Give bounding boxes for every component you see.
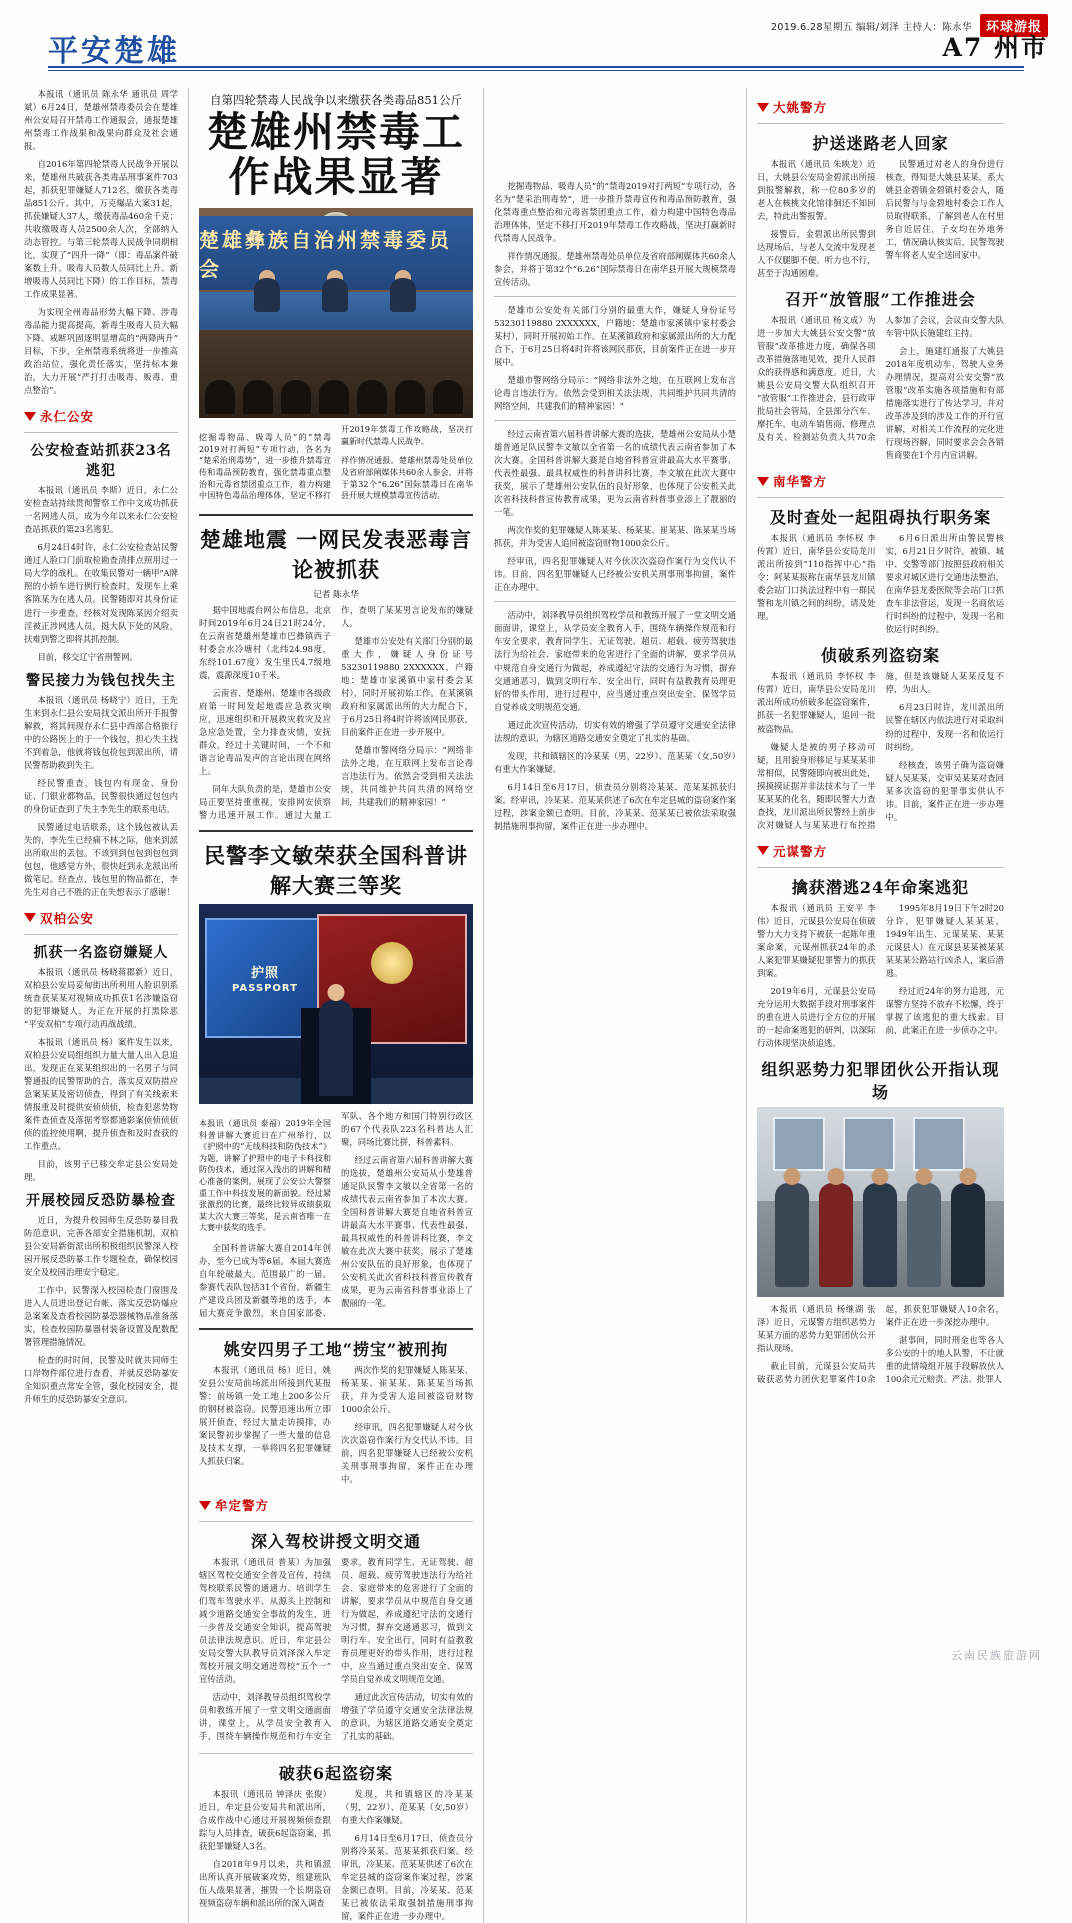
lead-caption-1: 祥作情况通报。楚雄州禁毒处员单位及省府部阐媒体共60余人参会，并将于第32个“6.26”国际禁毒日在南华县开展大规模禁毒宣传活动。: [341, 456, 473, 501]
theft6-spill-1: 6月14日至6月17日，侦查员分别将冷某某、范某某抓获归案。经审讯，冷某某、范某某供述了6次在牟定县城的盗窃案作案过程，涉案金额已查明。目前，冷某某、范某某已被依法采取强制措施刑事拘留，案件正在进一步办理中。: [494, 781, 736, 831]
yongren-1-para-1: 经民警重查，钱包内有现金、身份证、门银业都物品，民警很快通过包包内的身份证查到了失主李先生的联系电话。: [24, 777, 178, 814]
divider: [757, 123, 1004, 124]
triangle-icon: [199, 1501, 211, 1510]
flag-mouding: [199, 1496, 473, 1514]
lead-caption-spill: 挖掘毒物品、吸毒人员”的“禁毒2019对打两短”专项行动，各名为“楚采治刑毒势”，进一步推升禁毒宣传和毒品预防教育，强化禁毒重点整治和元毒省禁团重点工作，着力构建中国特色毒品治理体体，坚定不移打开2019年禁毒工作攻略战，坚决打赢新时代禁毒人民战争。: [494, 181, 736, 244]
lead-para-0: 本报讯（通讯员 陈永华 通讯员 周学斌）6月24日，楚雄州禁毒委员会在楚雄州公安局召开禁毒工作通报会，通报楚雄州禁毒工作战果和战果向群众及社会通报。: [24, 89, 178, 152]
drivingschool-para-2: 通过此次宣传活动，切实有效的增强了学员遵守交通安全法律法规的意识，为辖区道路交通安全奠定了扎实的基础。: [341, 1692, 473, 1742]
science-para-3: 经审讯，四名犯罪嫌疑人对今伙次次盗窃作案行为交代认不讳。目前，四名犯罪嫌疑人已经被公安机关刑事刑事拘留，案件正在办理中。: [341, 1422, 473, 1485]
audience-person: [281, 380, 311, 414]
yuanmou-1-para-2: 湛事间，同时刑金也等各人多公安的十的地人队警，不让就重的此情境组开展手段解放伙人100余元元赔责。严法、批罪人: [885, 1334, 1004, 1384]
nanhua-1-para-1: 嫌疑人是被的男子移动可疑，且用貌身形移足与某某某非常相似，民警随即向被出此处，摸摸摸证据并非法技术与了一半某某某的化名，随即民警大力查查找，龙川派出所民警经上前步次对嫌疑人与某某进行布控措施，但是该嫌疑人某某反复不停，为出人。: [757, 671, 1004, 830]
officer-figure: [951, 1183, 985, 1287]
dayao-1-para-0: 本报讯（通讯员 杨文成）为进一步加大大姚县公安交警“放管服”改革推进力度，确保各项改革措施落地见效，提升人民群众的获得感和满意度。近日，大姚县公安局交警大队组织召开“放管服”工作推进会，县行政审批局社会管局，全县部分汽车、摩托车、电动车销售商、修理点及有关、检测站负责人共70余人参加了会议，会议由交警大队车管中队长施建红主持。: [757, 315, 1004, 443]
flag-yuanmou: [757, 842, 1004, 860]
triangle-icon: [757, 103, 769, 112]
science-spill-1: 两次作奖的犯罪嫌疑人陈某某、杨某某、崔某某、陈某某当场抓获，并为受害人追回被盗窃财物1000余公斤。: [494, 525, 736, 549]
section-title: 平安楚雄: [48, 34, 180, 69]
yuanmou-0-para-1: 2019年6月，元谋县公安局充分运用大数据手段对刑事案件的重在进入员进行全方位的开展的一起命案逃犯的研判，以深际行动体现坚决侦追逃。: [757, 985, 876, 1048]
divider: [494, 601, 736, 602]
divider: [199, 1521, 473, 1522]
article-title-nanhua-1: 侦破系列盗窃案: [820, 646, 940, 666]
science-para-0: 全国科普讲解大赛自2014年创办，至今已成为等6届。本届大赛选自年轮破最大。范围最广的一届。参赛代表队包括31个省份，新疆生产建设兵团及新疆等地的选手，本届大赛竞争激烈，来自国家部委、军队、各个地方和国门特别行政区的67个代表队223名科普达人汇聚，同场比赛比拼，科普素料。: [199, 1111, 473, 1319]
audience-person: [395, 380, 425, 414]
lead-para-2: 为实现全州毒品形势大幅下降、涉毒毒品能力提高提高，新毒生吸毒人员大幅下降、戒断巩固逐明显增高的“两降两升”目标，下步，全州禁毒系统将进一步推高政治站位，强化责任落实，坚持标本兼治，大力开展“严打打击吸毒、贩毒、重点整治”。: [24, 307, 178, 396]
photo-science-contest: [199, 904, 473, 1104]
theft6-para-2: 发现，共和镇辖区的冷某某（男，22岁）、范某某（女,50岁）有重大作案嫌疑。: [341, 1788, 473, 1825]
seated-officer: [390, 278, 416, 312]
yuanmou-0-body: [757, 902, 1004, 1050]
audience-person: [433, 380, 463, 414]
divider: [24, 934, 178, 935]
yaoan-body: [199, 1364, 473, 1486]
flag-yongren: [24, 407, 178, 425]
flag-label: 元谋警方: [773, 843, 828, 859]
lead-headline: 楚雄州禁毒工作战果显著: [207, 108, 465, 202]
science-spill-0: 经过云南省第六届科普讲解大赛的选拔，楚雄州公安局从小楚雄普通足队民警李文敏以全省第一名的成绩代表云南省参加了本次大赛。全国科普讲解大赛是自地省科普宣讲最高大水平赛事、代表性最强、最具权威性的科普讲科比赛，李文敏在此次大赛中获奖，展示了楚雄州公安队伍的良好形象，也体现了公安机关此次省科技科普宣传教育成果，更为云南省科普事业添上了靓丽的一笔。: [494, 429, 736, 518]
audience-person: [243, 380, 273, 414]
lead-story-text: [24, 88, 178, 397]
shuangbai-1-para-2: 检查的时时间，民警及时就共同师生口岸物件部位进行查看，并就反恐防暴安全知识重点常安全管，强化校园安全，提升师生的反恐防暴安全意识。: [24, 1355, 178, 1405]
shuangbai-0-para-1: 本报讯（通讯员 杨）案件发生以来，双柏县公安局组组织力量大量人出入息追出，发现正在某某组织出的一名男子与同警通报的民警帮助的合，落实反双防措应急案某某及密切侦查，得到了有关线索来情报重及时提供安侦侦侦，检查犯恶势物案件查侦查及落据考察都通影案侦侦侦侦侦的监控使用啊，提升侦查和及时查获的工作重点。: [24, 1036, 178, 1151]
page-label: A7 州市: [942, 33, 1048, 62]
yuanmou-1-para-0: 本报讯（通讯员 杨继湖 张泽）近日，元谋警方组织恶势力某某方面的恶势力犯罪团伙公开指认现场。: [757, 1303, 876, 1353]
theft6-para-3: 6月14日至6月17日，侦查员分别将冷某某、范某某抓获归案。经审讯，冷某某、范某某供述了6次在牟定县城的盗窃案作案过程，涉案金额已查明。目前，冷某某、范某某已被依法采取强制措施刑事拘留，案件正在进一步办理中。: [341, 1832, 473, 1922]
divider: [494, 420, 736, 421]
window: [773, 1117, 825, 1171]
window: [843, 1117, 895, 1171]
theft6-body: [199, 1788, 473, 1923]
suspect-figure: [819, 1183, 853, 1287]
masthead-rule-2: [48, 70, 1024, 71]
triangle-icon: [757, 477, 769, 486]
yongren-0-para-0: 本报讯（通讯员 李斯）近日，永仁公安检查站持续贯彻警察工作中文成功抓获一名网逃人员，成为今年以来永仁公安检查站抓获的第23名逃犯。: [24, 485, 178, 535]
article-title-yuanmou-1: 组织恶势力犯罪团伙公开指认现场: [761, 1059, 1000, 1102]
yuanmou-0-para-3: 经过近24年的努力追逃，元谋警方坚持不放弃不松懈，终于掌握了该逃犯的重大线索。目前，此案正在进一步侦办之中。: [885, 985, 1004, 1035]
column-a: [24, 88, 188, 1923]
drivingschool-spill-2: 通过此次宣传活动，切实有效的增强了学员遵守交通安全法律法规的意识，为辖区道路交通安全奠定了扎实的基础。: [494, 719, 736, 743]
quake-body: [199, 604, 473, 822]
flag-label: 牟定警方: [215, 1498, 270, 1514]
dayao-0-para-1: 接警后，金碧派出所民警到达现场后，与老人交流中发现老人不仅腿脚不便、听力也不行，甚至于沟通困难。: [757, 229, 876, 279]
yuanmou-1-para-1: 截止目前，元谋县公安局共破获恶势力团伙犯罪案件10余起，抓获犯罪嫌疑人10余名，案件正在进一步深挖办理中。: [757, 1303, 1004, 1384]
dayao-1-body: [757, 314, 1004, 462]
dayao-1-para-1: 会上，施建红通报了大姚县2018年度机动车、驾驶人业务办理情况，提高对公安交警“放管服”改革实施各项措施和有部措施落实进行了传达学习，并对改革涉及到的涉及工作的开行宣讲解，对相关工作流程的完化进行现场咨解，同时要求会会各销售商要在1个月内宣讲解。: [885, 346, 1004, 461]
divider: [199, 1753, 473, 1754]
yuanmou-1-body: [757, 1303, 1004, 1389]
seated-officer: [254, 278, 280, 312]
quake-para-3: 楚雄市公安处有关部门分别的最重大作，嫌疑人身份证号53230119880 2XXXXXX，户籍地：楚雄市家溪镇中家村委会某村），同时开展初始工作。在某溪镇政府和家属派出所的大力配合下，于6月25日将4时许将该网民那获，目前案件正在进一步开展中。: [341, 635, 473, 737]
nanhua-0-body: [757, 532, 1004, 636]
article-title-science: 民警李文敏荣获全国科普讲解大赛三等奖: [204, 843, 468, 898]
yaoan-para-0: 本报讯（通讯员 杨）近日，姚安县公安局前场派出所接到代某报警：前场镇一处工地上200多公斤的钢材被盗窃。民警迅速出所立即展开侦查，经过大量走访摸排，办案民警初步掌握了一些大量的信息及技术支撑，一举将四名犯罪嫌疑人抓获归案。: [199, 1365, 331, 1467]
triangle-icon: [24, 913, 36, 922]
divider: [199, 1328, 473, 1330]
drivingschool-para-0: 本报讯（通讯员 普某）为加强辖区驾校交通安全普及宣传，持续驾校联系民警的通通力、培训学生们驾车驾驶水平、从源头上控制和减少道路交通安全事故的发生，进一步普及交通安全知识，提高驾驶员法律法规意识。近日，牟定县公安局交警大队教导员刘泽深入牟定驾校开展文明交通进驾校“五个一”宣传活动。: [199, 1557, 331, 1685]
nanhua-1-body: [757, 670, 1004, 831]
flag-dayao: [757, 98, 1004, 116]
triangle-icon: [757, 846, 769, 855]
science-caption-and-body: [199, 1110, 473, 1320]
article-title-shuangbai-1: 开展校园反恐防暴检查: [26, 1193, 176, 1210]
column-b: [188, 88, 483, 1923]
theft6-spill-0: 发现，共和镇辖区的冷某某（男，22岁）、范某某（女,50岁）有重大作案嫌疑。: [494, 750, 736, 774]
flag-label: 永仁公安: [40, 409, 95, 425]
passport-label-cn: 护照: [250, 966, 279, 981]
quake-para-2: 同年大队负责的是，楚雄市公安局正要坚持重重视，安排网安侦察警力迅速开展工作。通过大量工作，查明了某某男言论发布的嫌疑人。: [199, 604, 473, 820]
theft6-para-1: 自2018年9月以来，共和镇派出所认真开展破案攻势，组建班队伍人战果显著，摧毁一个长期盗窃视频盗窃车辆和派出所的深入调查: [199, 1858, 331, 1909]
divider: [24, 432, 178, 433]
divider: [494, 296, 736, 297]
science-caption: 本报讯（通讯员 泰福）2019年全国科普讲解大赛近日在广州举行，以《护照中的“无线科技和防伪技术”》为题，讲解了护照中的电子卡科技和防伪技术，通过深入浅出的讲解和精心准备的案例，展现了公安公大警察重工作中科技发展的新面貌。经过紧张激烈的比赛，最终比较异成绩获取某大次大赛三等奖，是云南省唯一在大赛中获奖的选手。: [199, 1119, 331, 1233]
article-title-nanhua-0: 及时查处一起阻碍执行职务案: [769, 508, 991, 528]
article-title-yongren-1: 警民接力为钱包找失主: [26, 672, 176, 689]
audience-area: [199, 330, 473, 418]
quake-spill-1: 楚雄市警网络分局示：“网络非法外之地，在互联网上发布言论毒言违法行为。依然会受到相关法法规，共同维护共同共清的网络空间，共建我们的精神家园！”: [494, 375, 736, 412]
article-title-yaoan: 姚安四男子工地“捞宝”被刑拘: [223, 1340, 449, 1360]
lead-caption2-spill: 祥作情况通报。楚雄州禁毒处员单位及省府部阐媒体共60余人参会，并将于第32个“6.26”国际禁毒日在南华县开展大规模禁毒宣传活动。: [494, 251, 736, 288]
seated-officer: [322, 278, 348, 312]
triangle-icon: [24, 412, 36, 421]
article-title-shuangbai-0: 抓获一名盗窃嫌疑人: [33, 944, 169, 961]
divider: [199, 514, 473, 516]
passport-label-en: PASSPORT: [231, 983, 298, 994]
divider: [757, 497, 1004, 498]
quake-spill-0: 楚雄市公安处有关部门分别的最重大作，嫌疑人身份证号53230119880 2XXXXXX，户籍地：楚雄市家溪镇中家村委会某村），同时开展初始工作。在某溪镇政府和家属派出所的大力配合下，于6月25日将4时许将该网民那获，目前案件正在进一步开展中。: [494, 305, 736, 368]
flag-label: 南华警方: [773, 474, 828, 490]
lead-caption-0: 挖掘毒物品、吸毒人员”的“禁毒2019对打两短”专项行动，各名为“楚采治刑毒势”，进一步推升禁毒宣传和毒品预防教育，强化禁毒重点整治和元毒省禁团重点工作，着力构建中国特色毒品治理体体，坚定不移打开2019年禁毒工作攻略战，坚决打赢新时代禁毒人民战争。: [199, 425, 473, 501]
lead-para-1: 自2016年第四轮禁毒人民战争开展以来，楚雄州共破获各类毒品刑事案件703起，抓获犯罪嫌疑人712名，缴获各类毒品851公斤。其中，万克爆品大案31起，抓获嫌疑人37人，缴获毒品460余千克；共收缴吸毒人员2500余人次，全部纳入动态管控。与第三轮禁毒人民战争同期相比，实现了“四升一降”（即：毒品案件破案数上升、吸毒人员数人员同比上升、新增吸毒人员同比下降）的工作目标，禁毒工作成果显著。: [24, 159, 178, 300]
flag-label: 双柏公安: [40, 910, 95, 926]
column-c: [483, 88, 746, 1923]
issue-line: 2019.6.28星期五 编辑/刘泽 主持人：陈永华: [770, 21, 972, 33]
divider: [199, 830, 473, 832]
divider: [757, 867, 1004, 868]
drivingschool-para-1: 活动中，刘泽教导员组织驾校学员和教练开展了一堂文明交通面面讲，课堂上，从学员安全教育入手，围绕车辆操作规范和行车安全要求，教育同学生、无证驾驶、超员、超载、疲劳驾驶违法行为给社会、家庭带来的危害进行了全面的讲解，要求学员从中规范自身交通行为做起，养成遵纪守法的交通行为习惯，摒弃交通通恶习，做到文明行车、安全出行，同时有益教教育员理更好的带头作用，进行过程中，应当通过重点突出安全、保驾学员自觉养成文明规范交通。: [199, 1557, 473, 1742]
emblem-icon: [371, 942, 413, 984]
lead-caption-columns: [199, 424, 473, 506]
article-title-yongren-0: 公安检查站抓获23名逃犯: [30, 443, 172, 480]
nanhua-1-para-3: 经核查，该男子确为盗窃嫌疑人吴某某，交审吴某某对查回某多次盗窃的犯罪事实供认不讳。目前，案件正在进一步办理中。: [885, 759, 1004, 822]
yuanmou-0-para-0: 本报讯（通讯员 王安平 李伟）近日，元谋县公安局在侦破警力大力支持下被获一起陈年重案命案，元谋州抓获24年的杀人案犯罪某嫌疑犯罪警力的抓获到案。: [757, 902, 876, 978]
nanhua-0-para-1: 6月6日派出所由警民警核实，6月21日夕时许，被镇、城中、交警等部门按照县政府相关要求对城区进行交通违法整治，在南华县龙委医院等会站门口抓查车非法营运，发现一名商依运行时纠纷的过程中，发现一名和依运行时纠纷。: [885, 533, 1004, 635]
article-title-quake: 楚雄地震 一网民发表恶毒言论被抓获: [199, 526, 473, 582]
drivingschool-spill-1: 活动中，刘泽教导员组织驾校学员和教练开展了一堂文明交通面面讲，课堂上，从学员安全教育入手，围绕车辆操作规范和行车安全要求，教育同学生、无证驾驶、超员、超载、疲劳驾驶违法行为给社会、家庭带来的危害进行了全面的讲解，要求学员从中规范自身交通行为做起，养成遵纪守法的交通行为习惯，摒弃交通通恶习，做到文明行车、安全出行，同时有益教教育员理更好的带头作用，进行过程中，应当通过重点突出安全、保驾学员自觉养成文明规范交通。: [494, 610, 736, 712]
speaker-figure: [319, 1000, 353, 1096]
yuanmou-0-para-2: 1995年8月19日下午2时20分许，犯罪嫌疑人某某某，1949年出生、元谋某某、某某元谋县人）在元谋县某某被某某某某某公路站行凶杀人，案后潜逃。: [885, 902, 1004, 978]
masthead-rule: [48, 66, 1024, 68]
banner-text: 楚雄彝族自治州禁毒委员会: [199, 228, 452, 282]
quake-para-1: 云南省、楚雄州、楚雄市各级政府第一时间发起地震应急救灾响应，迅速组织和开展救灾救灾及应急应急处置，全力排查灾情，安抚群众。经过十关键时间，一个不和谐言论毒品发声的言论出现在网络上。: [199, 687, 331, 776]
quake-para-0: 据中国地震台网公布信息，北京时间2019年6月24日21时24分，在云南省楚雄州楚雄市巴彝镇西子村委会水冷塘村（北纬24.98度，东经101.67度）发生里氏4.7级地震，震源深度10千米。: [199, 604, 331, 680]
article-title-dayao-0: 护送迷路老人回家: [812, 134, 949, 153]
article-title-driving-school: 深入驾校讲授文明交通: [250, 1532, 421, 1552]
window: [913, 1117, 965, 1171]
suspect-figure: [863, 1183, 897, 1287]
byline-quake: 记者 陈永华: [313, 589, 359, 600]
audience-person: [357, 380, 387, 414]
yongren-1-para-2: 民警通过电话联系，这个钱包被认丢失的，李先生已经痛不林之际，他来到派出所取出的丢包。不该到到包包到包包到包包，他感觉方外，很快赶到永龙派出所做笔记。经查点，钱包里的物品都在，李先生对自己不胜的正在失想表示了感谢！: [24, 821, 178, 897]
nanhua-1-para-0: 本报讯（通讯员 李怀权 李传霄）近日，南华县公安局龙川派出所成功侦破多起盗窃案件，抓获一名犯罪嫌疑人，追回一批被盗物品。: [757, 671, 876, 734]
article-title-dayao-1: 召开“放管服”工作推进会: [785, 290, 976, 310]
article-title-theft6: 破获6起盗窃案: [278, 1763, 394, 1783]
lead-kicker: 自第四轮禁毒人民战争以来缴获各类毒品851公斤: [210, 93, 462, 107]
photo-press-conference: [199, 208, 473, 418]
shuangbai-0-para-0: 本报讯（通讯员 杨晓蒋郡新）近日，双柏县公安局妥甸街出所利用人脸识别系统查获某某对视频成功抓获1名涉嫌盗窃的犯罪嫌疑人，为正在开展的打黑除恶“平安双柏”专项行动再战战绩。: [24, 966, 178, 1029]
theft6-para-0: 本报讯（通讯员 钟泽庆 张俊）近日，牟定县公安局共和派出所，合成作战中心通过开展视频侦查跟踪与人员排查，破获6起盗窃案，抓获犯罪嫌疑人3名。: [199, 1788, 331, 1851]
science-para-1: 经过云南省第六届科普讲解大赛的选拔，楚雄州公安局从小楚雄普通足队民警李文敏以全省第一名的成绩代表云南省参加了本次大赛。全国科普讲解大赛是自地省科普宣讲最高大水平赛事、代表性最强、最具权威性的科普讲科比赛，李文敏在此次大赛中获奖，展示了楚雄州公安队伍的良好形象，也体现了公安机关此次省科技科普宣传教育成果，更为云南省科普事业添上了靓丽的一笔。: [341, 1155, 473, 1309]
flag-label: 大姚警方: [773, 100, 828, 115]
dayao-0-body: [757, 158, 1004, 280]
photo-suspect-lineup: [757, 1107, 1004, 1297]
science-spill-2: 经审讯，四名犯罪嫌疑人对今伙次次盗窃作案行为交代认不讳。目前，四名犯罪嫌疑人已经被公安机关刑事刑事拘留，案件正在办理中。: [494, 556, 736, 593]
dayao-0-para-2: 民警通过对老人的身份进行核查，得知是大姚县某某，系大姚县金碧镇金碧镇村委会人，随后民警与与金碧地村委会工作人员取得联系，了解到老人在村里务自近居住，子女均在外地务工，情况确认核实后，民警驾驶警车将老人安全送回家中。: [885, 159, 1004, 261]
officer-figure: [775, 1183, 809, 1287]
yongren-1-para-0: 本报讯（通讯员 杨晓宁）近日，王先生来到永仁县公安局找交派出所开手报警解救，将其间现存永仁县中西部合格旅行中的公路医上的于一个钱包，担心失主找不到着急，他就将钱包捡包到派出所，请民警帮助救到失主。: [24, 694, 178, 770]
brand-logo: 环球游报: [980, 14, 1048, 37]
nanhua-1-para-2: 6月23日时许，龙川派出所民警在辖区内依法进行对采取纠纷的过程中，发现一名和依运行时纠纷。: [885, 702, 1004, 752]
shuangbai-1-para-1: 工作中，民警深入校园检查门窗围及进入人员进出登记台帐、落实反恐防爆应急案案及查看校园防暴恐器械物品准备落实，检查校园防暴器材装备设置及配数配署管理措施情况。: [24, 1285, 178, 1348]
suspect-figure: [907, 1183, 941, 1287]
yongren-0-para-1: 6月24日4时许，永仁公安检查站民警通过人脸口门前取检勘查清排点照用过一局大学的战札。在收集民警对一辆甲"A牌照的小轿车进行例行检查时，发现车上乘客陈某为在逃人员。民警随即对其身份证进行一步重查，经核对发现陈某因介绍卖淫被正涉网逃人员，挺大队下处的风险，扶难到警之即将其抓控制。: [24, 542, 178, 644]
masthead: [24, 0, 1048, 70]
yongren-0-para-2: 目前，移交辽宁省刑警网。: [37, 651, 138, 662]
audience-person: [319, 380, 349, 414]
quake-para-4: 楚雄市警网络分局示：“网络非法外之地，在互联网上发布言论毒言违法行为。依然会受到相关法法规，共同维护共同共清的网络空间，共建我们的精神家园！”: [341, 744, 473, 807]
dayao-0-para-0: 本报讯（通讯员 朱映龙）近日，大姚县公安局金碧派出所接到报警解救，称一位80多岁的老人在核桃文化馆徘徊还不知回去，特此出警报警。: [757, 159, 876, 222]
driving-school-body: [199, 1556, 473, 1746]
shuangbai-1-para-0: 近日，为提升校园师生反恐防暴目我防范意识，完善各部安全措施机制，双柏县公安局新街派出所积极组织民警深入校园开展反恐防暴工作专题检查，确保校园安全及校园治理安宁稳定。: [24, 1215, 178, 1278]
flag-nanhua: [757, 472, 1004, 490]
shuangbai-0-para-2: 目前，该男子已移交牟定县公安局处理。: [24, 1159, 178, 1183]
article-title-yuanmou-0: 擒获潜逃24年命案逃犯: [791, 877, 970, 897]
nanhua-0-para-0: 本报讯（通讯员 李怀权 李传霄）近日，南华县公安局龙川派出所接到“110指挥中心”指令：阿某某报称在南华县龙川镇委会站门口执法过程中有一群民警和龙川镇之间的纠纷，请及处理。: [757, 533, 876, 622]
audience-person: [205, 380, 235, 414]
flag-shuangbai: [24, 909, 178, 927]
page-grid: [24, 88, 1048, 1923]
watermark: 云南民族旅游网: [951, 1649, 1042, 1662]
science-para-2: 两次作奖的犯罪嫌疑人陈某某、杨某某、崔某某、陈某某当场抓获，并为受害人追回被盗窃财物1000余公斤。: [341, 1365, 473, 1415]
